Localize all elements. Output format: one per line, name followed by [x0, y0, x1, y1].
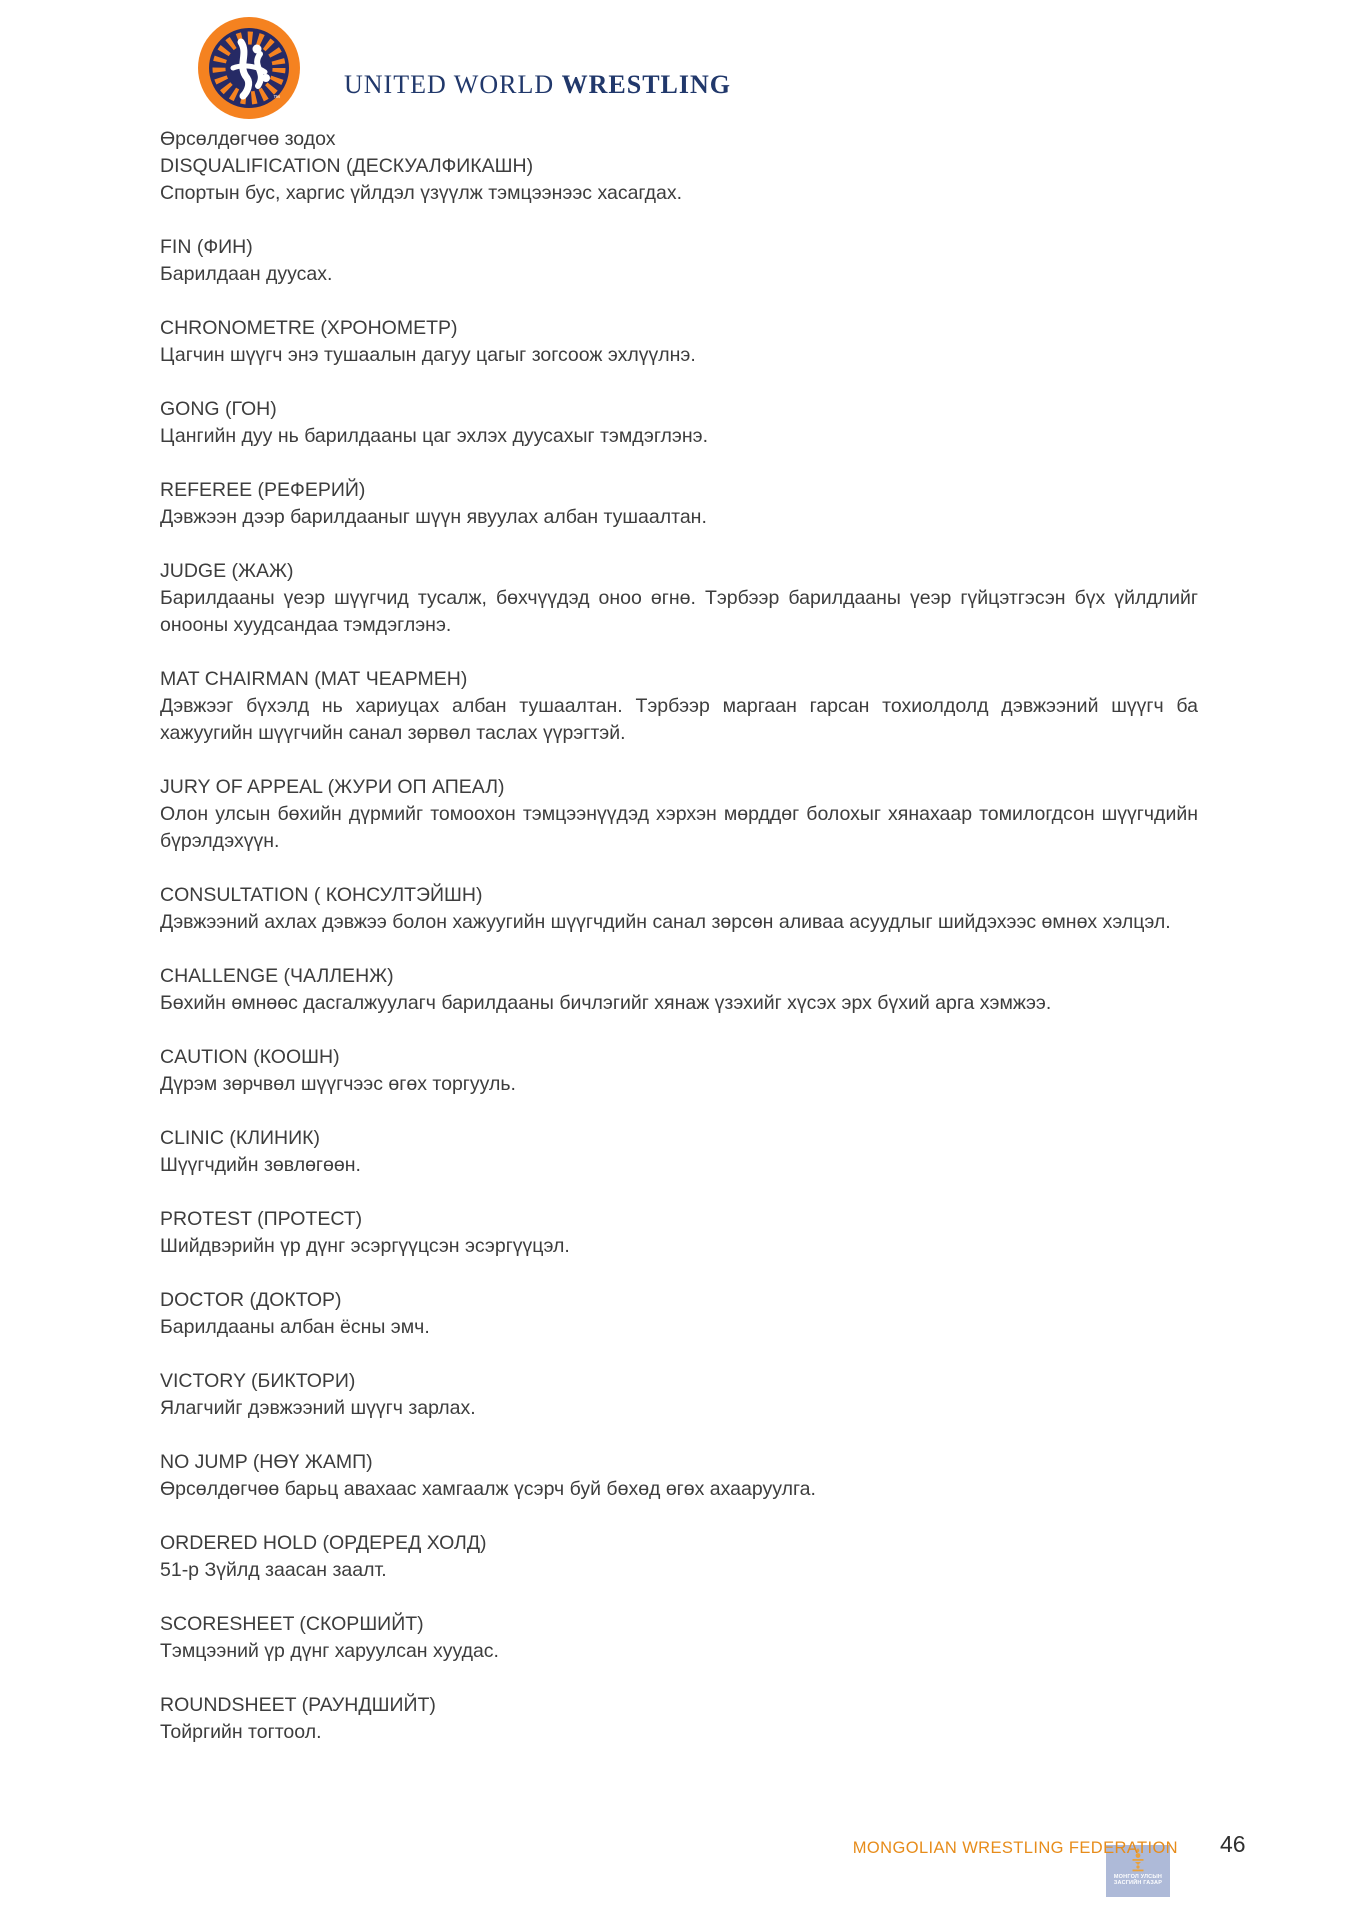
entry-term: NO JUMP (НӨҮ ЖАМП)	[160, 1451, 373, 1473]
glossary-content	[160, 126, 1198, 1773]
entry-definition: Шийдвэрийн үр дүнг эсэргүүцсэн эсэргүүцэл.	[160, 1235, 570, 1257]
entry-definition: Тэмцээний үр дүнг харуулсан хуудас.	[160, 1640, 499, 1662]
entry-clinic	[160, 1125, 1198, 1179]
entry-definition: Олон улсын бөхийн дүрмийг томоохон тэмцээнүүдэд хэрхэн мөрддөг болохыг хянахаар томилогдсон шүүгчдийн бүрэлдэхүүн.	[160, 803, 1198, 852]
entry-term: CAUTION (КООШН)	[160, 1046, 340, 1068]
entry-term: CLINIC (КЛИНИК)	[160, 1127, 320, 1149]
entry-definition: 51-р Зүйлд заасан заалт.	[160, 1559, 387, 1581]
entry-term: SCORESHEET (СКОРШИЙТ)	[160, 1613, 424, 1635]
entry-term: FIN (ФИН)	[160, 236, 253, 258]
entry-definition: Барилдаан дуусах.	[160, 263, 333, 285]
entry-referee	[160, 477, 1198, 531]
entry-definition: Цагчин шүүгч энэ тушаалын дагуу цагыг зогсоож эхлүүлнэ.	[160, 344, 696, 366]
entry-term: REFEREE (РЕФЕРИЙ)	[160, 479, 366, 501]
entry-scoresheet	[160, 1611, 1198, 1665]
entry-definition: Дэвжээг бүхэлд нь хариуцах албан тушаалтан. Тэрбээр маргаан гарсан тохиолдолд дэвжээний шүүгч ба хажуугийн шүүгчийн санал зөрвөл таслах үүрэгтэй.	[160, 695, 1198, 744]
entry-no-jump	[160, 1449, 1198, 1503]
entry-victory	[160, 1368, 1198, 1422]
entry-definition: Дэвжээний ахлах дэвжээ болон хажуугийн шүүгчдийн санал зөрсөн аливаа асуудлыг шийдэхээс өмнөх хэлцэл.	[160, 911, 1171, 933]
entry-jury-of-appeal	[160, 774, 1198, 855]
entry-term: CHRONOMETRE (ХРОНОМЕТР)	[160, 317, 458, 339]
entry-definition: Өрсөлдөгчөө барьц авахаас хамгаалж үсэрч буй бөхөд өгөх ахааруулга.	[160, 1478, 816, 1500]
gov-logo-caption	[1114, 1874, 1162, 1886]
entry-definition: Барилдааны албан ёсны эмч.	[160, 1316, 430, 1338]
entry-mat-chairman	[160, 666, 1198, 747]
svg-text:™: ™	[273, 95, 280, 102]
entry-protest	[160, 1206, 1198, 1260]
entry-term: CONSULTATION ( КОНСУЛТЭЙШН)	[160, 884, 483, 906]
federation-name: MONGOLIAN WRESTLING FEDERATION	[852, 1839, 1178, 1857]
entry-challenge	[160, 963, 1198, 1017]
entry-term: JUDGE (ЖАЖ)	[160, 560, 294, 582]
entry-definition: Ялагчийг дэвжээний шүүгч зарлах.	[160, 1397, 476, 1419]
entry-term: MAT CHAIRMAN (МАТ ЧЕАРМЕН)	[160, 668, 468, 690]
entry-term: VICTORY (БИКТОРИ)	[160, 1370, 356, 1392]
entry-definition: Шүүгчдийн зөвлөгөөн.	[160, 1154, 361, 1176]
entry-term: JURY OF APPEAL (ЖУРИ ОП АПЕАЛ)	[160, 776, 505, 798]
entry-term: GONG (ГОН)	[160, 398, 277, 420]
entry-ordered-hold	[160, 1530, 1198, 1584]
entry-definition: Дэвжээн дээр барилдааныг шүүн явуулах албан тушаалтан.	[160, 506, 707, 528]
entry-roundsheet	[160, 1692, 1198, 1746]
brand-regular: UNITED WORLD	[344, 70, 562, 99]
entry-caution	[160, 1044, 1198, 1098]
brand-bold: WRESTLING	[561, 70, 731, 99]
entry-definition: Дүрэм зөрчвөл шүүгчээс өгөх торгууль.	[160, 1073, 516, 1095]
entry-term: PROTEST (ПРОТЕСТ)	[160, 1208, 363, 1230]
entry-doctor	[160, 1287, 1198, 1341]
entry-definition: Спортын бус, харгис үйлдэл үзүүлж тэмцээнээс хасагдах.	[160, 182, 683, 204]
gov-line2: ЗАСГИЙН ГАЗАР	[1113, 1880, 1163, 1886]
entry-term: ORDERED HOLD (ОРДЕРЕД ХОЛД)	[160, 1532, 487, 1554]
entry-disqualification	[160, 153, 1198, 207]
entry-definition: Бөхийн өмнөөс дасгалжуулагч барилдааны бичлэгийг хянаж үзэхийг хүсэх эрх бүхий арга хэмжээ.	[160, 992, 1052, 1014]
brand-wordmark	[344, 70, 731, 100]
entry-consultation	[160, 882, 1198, 936]
entry-definition: Тойргийн тогтоол.	[160, 1721, 322, 1743]
page-number: 46	[1220, 1831, 1246, 1857]
entry-definition: Барилдааны үеэр шүүгчид тусалж, бөхчүүдэд оноо өгнө. Тэрбээр барилдааны үеэр гүйцэтгэсэн бүх үйлдлийг онооны хуудсандаа тэмдэглэнэ.	[160, 587, 1198, 636]
entry-term: CHALLENGE (ЧАЛЛЕНЖ)	[160, 965, 394, 987]
entry-term: DOCTOR (ДОКТОР)	[160, 1289, 342, 1311]
entry-fin	[160, 234, 1198, 288]
intro-line: Өрсөлдөгчөө зодох	[160, 128, 336, 150]
entry-judge	[160, 558, 1198, 639]
gov-line1: МОНГОЛ УЛСЫН	[1113, 1874, 1163, 1880]
entry-definition: Цангийн дуу нь барилдааны цаг эхлэх дуусахыг тэмдэглэнэ.	[160, 425, 708, 447]
entry-chronometre	[160, 315, 1198, 369]
entry-term: DISQUALIFICATION (ДЕСКУАЛФИКАШН)	[160, 155, 534, 177]
uww-logo-icon	[197, 16, 301, 120]
entry-gong	[160, 396, 1198, 450]
entry-term: ROUNDSHEET (РАУНДШИЙТ)	[160, 1694, 436, 1716]
